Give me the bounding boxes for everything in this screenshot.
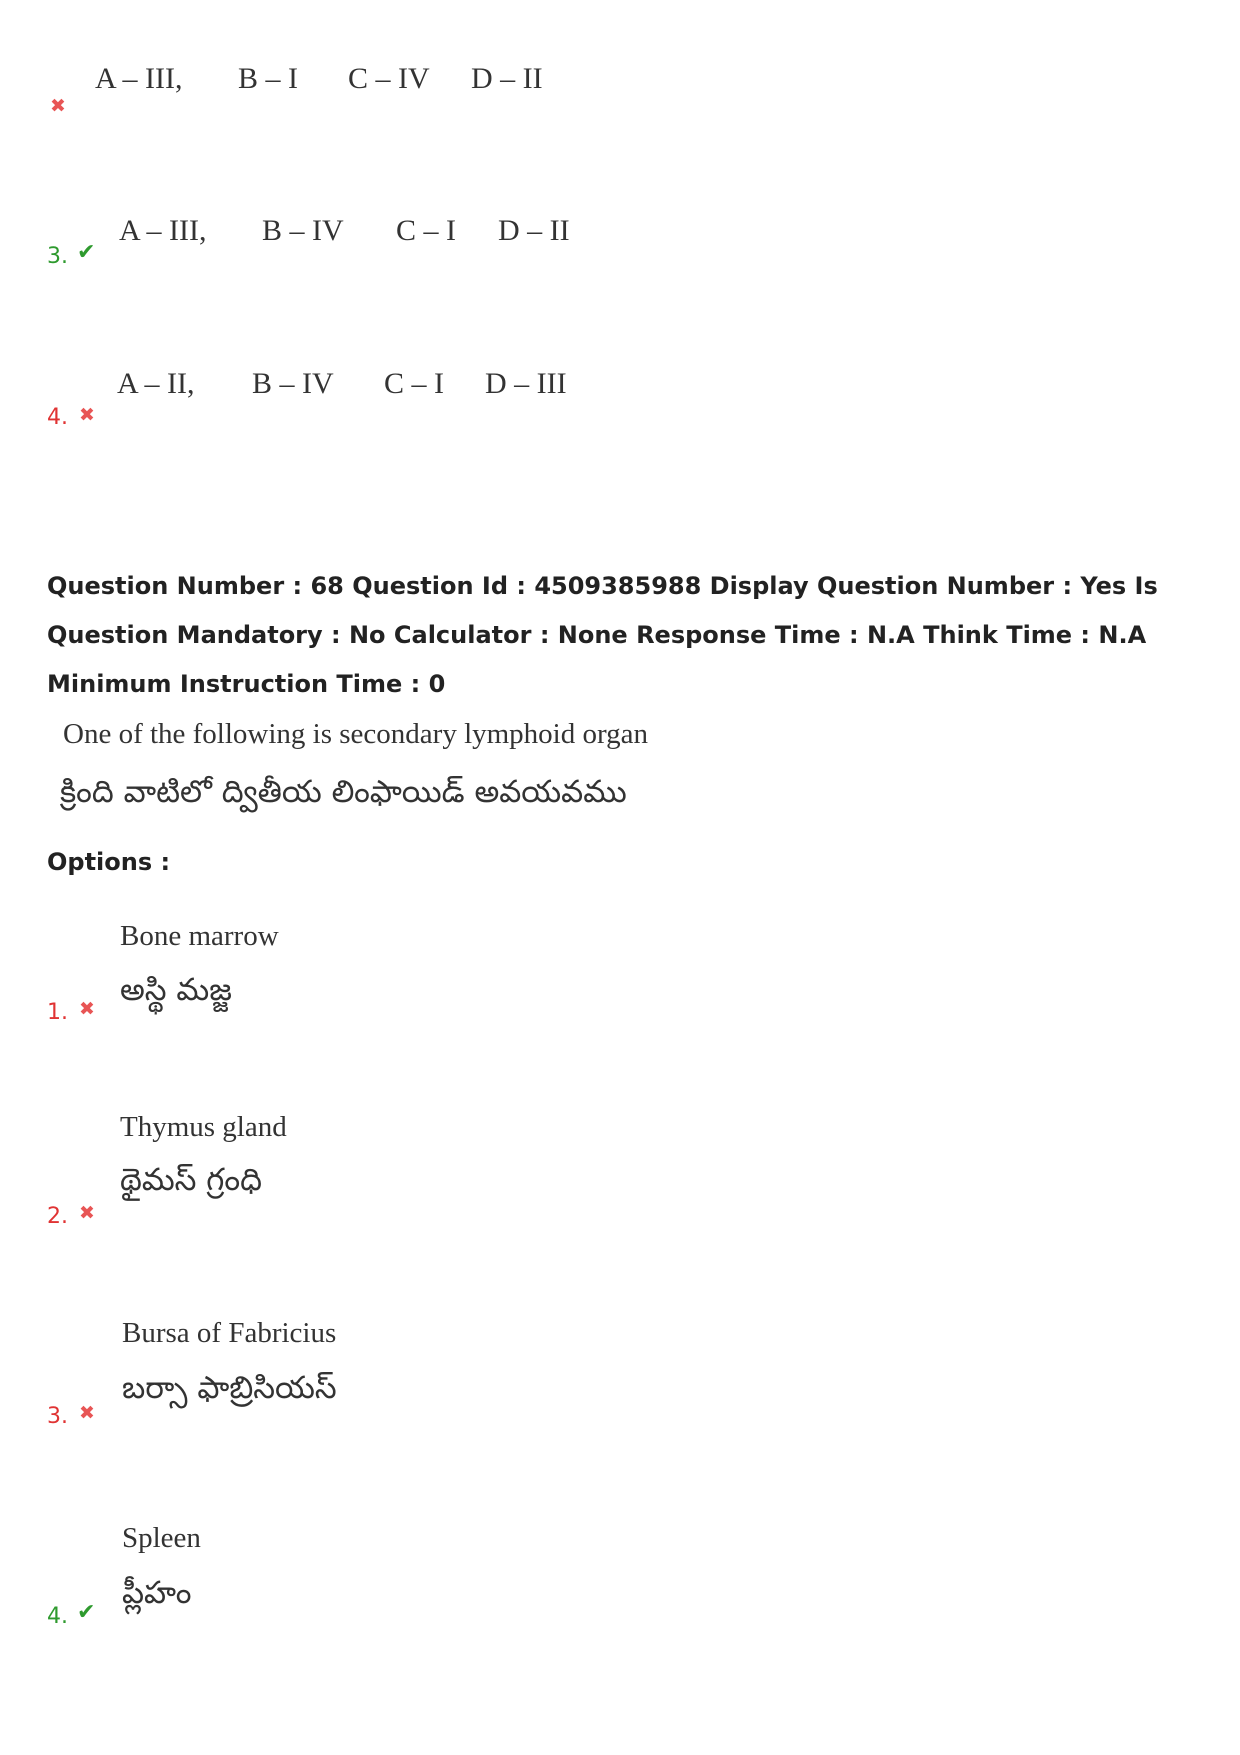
option-number: 3. bbox=[47, 244, 68, 269]
cross-icon: ✖ bbox=[79, 404, 95, 426]
pair-a: A – III, bbox=[95, 62, 183, 95]
option-text-english: Bone marrow bbox=[120, 920, 279, 952]
cross-icon: ✖ bbox=[50, 95, 66, 117]
pair-c: C – I bbox=[384, 367, 444, 400]
option-number: 4. bbox=[47, 1604, 68, 1629]
pair-b: B – I bbox=[238, 62, 298, 95]
option-number: 2. bbox=[47, 1204, 68, 1229]
pair-c: C – IV bbox=[348, 62, 430, 95]
check-icon: ✔ bbox=[77, 240, 96, 265]
option-text-english: Bursa of Fabricius bbox=[122, 1317, 337, 1349]
pair-b: B – IV bbox=[252, 367, 334, 400]
pair-b: B – IV bbox=[262, 214, 344, 247]
pair-a: A – II, bbox=[117, 367, 195, 400]
pair-a: A – III, bbox=[119, 214, 207, 247]
question-meta: Question Number : 68 Question Id : 4509385988 Display Question Number : Yes Is Question Mandatory : No Calculator : None Response Time : N.A Think Time : N.A Minimum Instruction Time : 0 bbox=[47, 572, 1158, 698]
pair-d: D – III bbox=[485, 367, 567, 400]
check-icon: ✔ bbox=[77, 1600, 96, 1625]
options-label: Options : bbox=[47, 848, 171, 876]
option-text-telugu: ప్లీహం bbox=[122, 1575, 192, 1611]
question-text-english: One of the following is secondary lymphoid organ bbox=[63, 718, 648, 750]
option-number: 3. bbox=[47, 1404, 68, 1429]
cross-icon: ✖ bbox=[79, 1202, 95, 1224]
option-number: 4. bbox=[47, 405, 68, 430]
option-text-english: Spleen bbox=[122, 1522, 201, 1554]
option-text-telugu: బర్సా ఫాబ్రిసియస్ bbox=[122, 1370, 337, 1406]
option-text-english: Thymus gland bbox=[120, 1111, 287, 1143]
pair-d: D – II bbox=[471, 62, 543, 95]
question-text-telugu: క్రింది వాటిలో ద్వితీయ లింఫాయిడ్ అవయవము bbox=[60, 774, 627, 810]
pair-c: C – I bbox=[396, 214, 456, 247]
option-text-telugu: అస్థి మజ్జ bbox=[120, 972, 232, 1008]
cross-icon: ✖ bbox=[79, 998, 95, 1020]
pair-d: D – II bbox=[498, 214, 570, 247]
option-text-telugu: థైమస్ గ్రంధి bbox=[120, 1162, 262, 1198]
cross-icon: ✖ bbox=[79, 1402, 95, 1424]
option-number: 1. bbox=[47, 1000, 68, 1025]
